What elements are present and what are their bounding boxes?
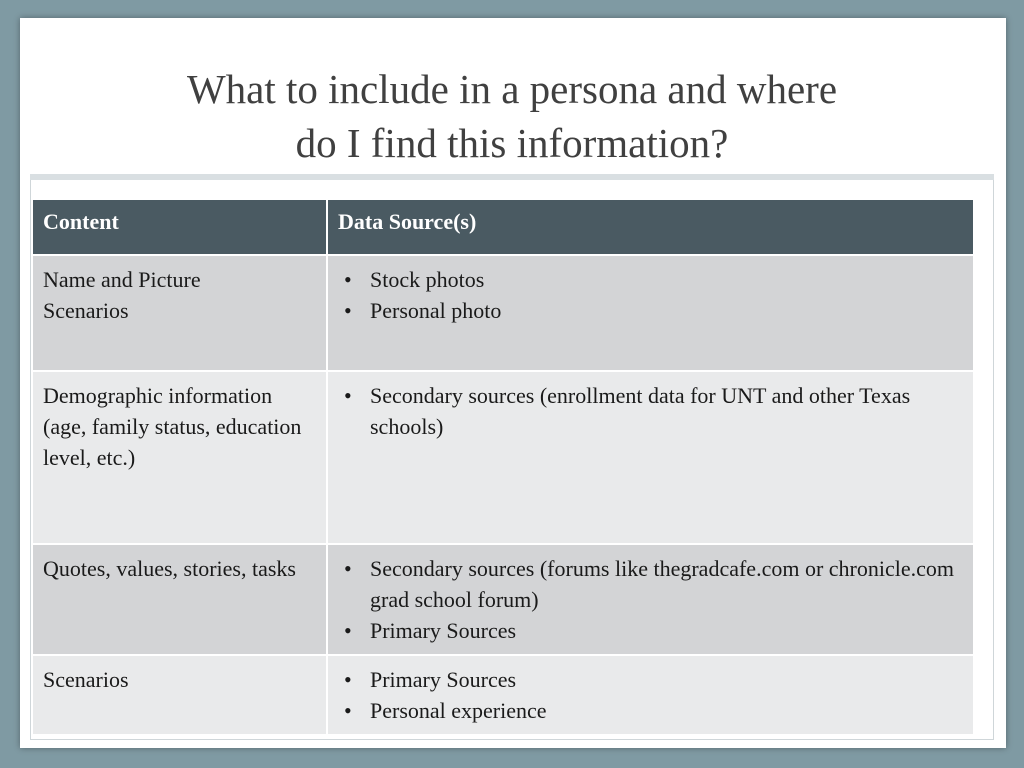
content-cell [32, 544, 327, 655]
sources-cell [327, 544, 974, 655]
sources-list [338, 264, 963, 326]
sources-cell [327, 255, 974, 371]
sources-cell [327, 371, 974, 544]
source-item: • Personal experience [338, 695, 963, 726]
source-item: • Primary Sources [338, 664, 963, 695]
sources-list [338, 664, 963, 726]
content-cell [32, 255, 327, 371]
slide-title-line-2: do I find this information? [295, 120, 729, 166]
content-line: Scenarios [43, 667, 129, 692]
content-line: Name and Picture [43, 267, 201, 292]
sources-list [338, 380, 963, 442]
source-item: • Secondary sources (forums like thegradcafe.com or chronicle.com grad school forum) [338, 553, 963, 615]
table-header-row [32, 199, 974, 255]
slide-title [30, 62, 994, 170]
persona-table [31, 198, 975, 736]
source-item: • Stock photos [338, 264, 963, 295]
slide [20, 18, 1006, 748]
sources-cell [327, 655, 974, 735]
content-line: Quotes, values, stories, tasks [43, 556, 296, 581]
content-cell [32, 655, 327, 735]
header-content: Content [32, 199, 327, 255]
content-line: Demographic information (age, family status, education level, etc.) [43, 383, 302, 470]
table-row [32, 544, 974, 655]
sources-list [338, 553, 963, 646]
table-row [32, 655, 974, 735]
source-item: • Primary Sources [338, 615, 963, 646]
source-item: • Personal photo [338, 295, 963, 326]
title-area [30, 26, 994, 180]
header-data-sources: Data Source(s) [327, 199, 974, 255]
table-row [32, 255, 974, 371]
content-line: Scenarios [43, 298, 129, 323]
table-row [32, 371, 974, 544]
source-item: • Secondary sources (enrollment data for UNT and other Texas schools) [338, 380, 963, 442]
content-cell [32, 371, 327, 544]
slide-title-line-1: What to include in a persona and where [186, 66, 838, 112]
